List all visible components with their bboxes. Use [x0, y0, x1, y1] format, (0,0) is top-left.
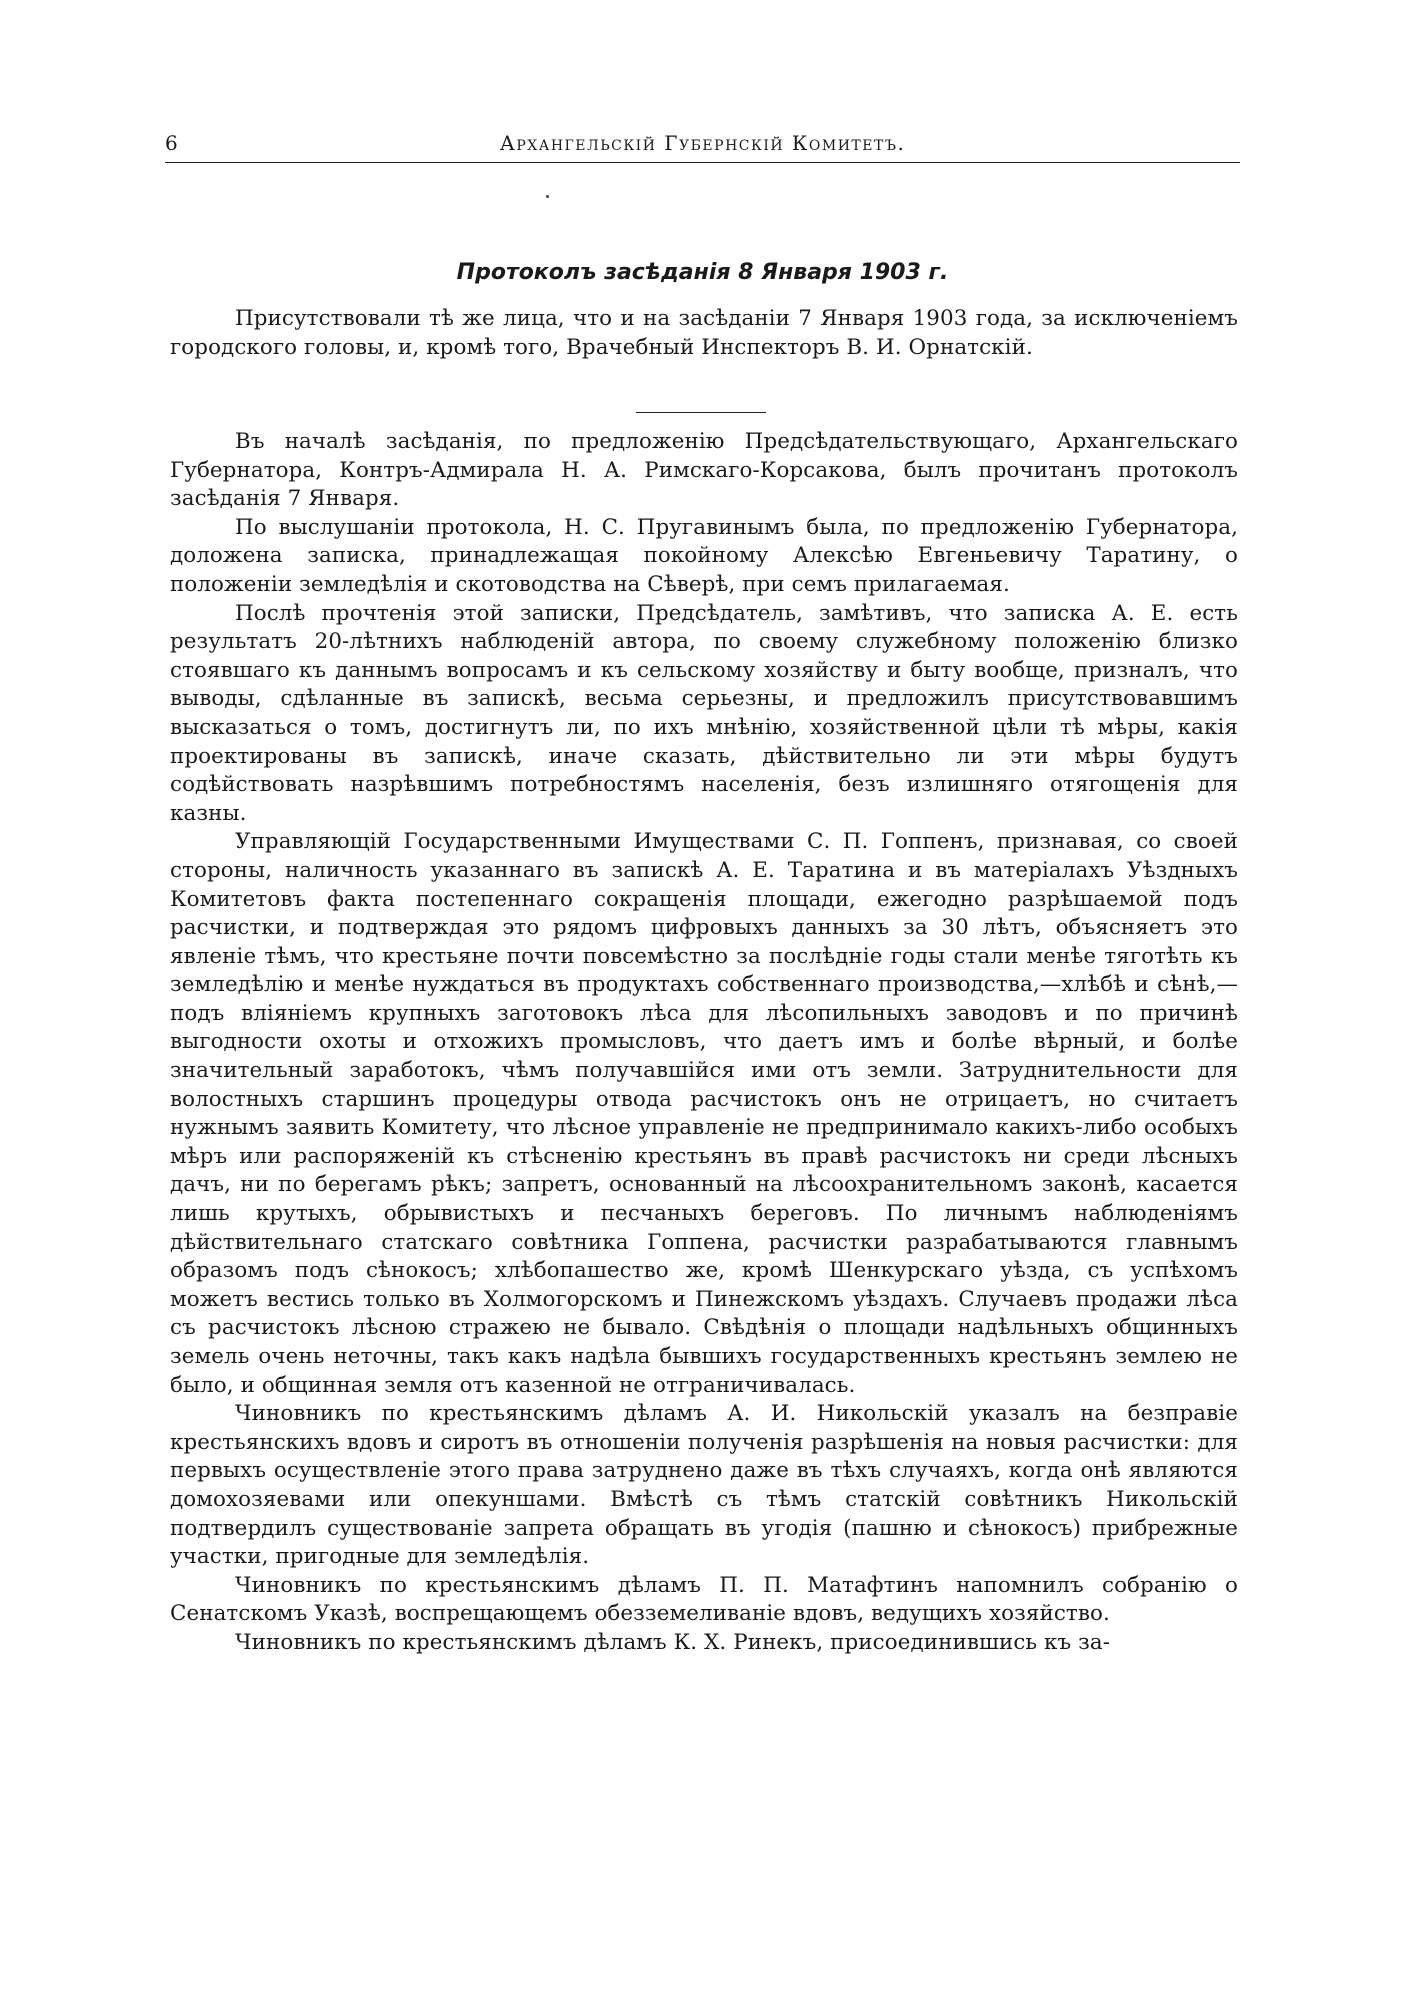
paragraph: Послѣ прочтенія этой записки, Предсѣдатель, замѣтивъ, что записка А. Е. есть результатъ 20-лѣтнихъ наблюденій автора, по своему служебному положенію близко стоявшаго къ даннымъ вопросамъ и къ сельскому хозяйству и быту вообще, призналъ, что выводы, сдѣланные въ запискѣ, весьма серьезны, и предложилъ присутствовавшимъ высказаться о томъ, достигнутъ ли, по ихъ мнѣнію, хозяйственной цѣли тѣ мѣры, какія проектированы въ запискѣ, иначе сказать, дѣйствительно ли эти мѣры будутъ содѣйствовать назрѣвшимъ потребностямъ населенія, безъ излишняго отягощенія для казны. — [170, 600, 1238, 826]
separator-rule — [636, 412, 766, 413]
paragraph: Присутствовали тѣ же лица, что и на засѣданіи 7 Января 1903 года, за исключеніемъ городского головы, и, кромѣ того, Врачебный Инспекторъ В. И. Орнатскій. — [170, 306, 1238, 360]
paragraph: По выслушаніи протокола, Н. С. Пругавинымъ была, по предложенію Губернатора, доложена записка, принадлежащая покойному Алексѣю Евгеньевичу Таратину, о положеніи земледѣлія и скотоводства на Сѣверѣ, при семъ прилагаемая. — [170, 514, 1238, 597]
paragraph: Въ началѣ засѣданія, по предложенію Предсѣдательствующаго, Архангельскаго Губернатора, Контръ-Адмирала Н. А. Римскаго-Корсакова, былъ прочитанъ протоколъ засѣданія 7 Января. — [170, 429, 1238, 512]
paragraph: Управляющій Государственными Имуществами С. П. Гоппенъ, признавая, со своей стороны, наличность указаннаго въ запискѣ А. Е. Таратина и въ матеріалахъ Уѣздныхъ Комитетовъ факта постепеннаго сокращенія площади, ежегодно разрѣшаемой подъ расчистки, и подтверждая это рядомъ цифровыхъ данныхъ за 30 лѣтъ, объясняетъ это явленіе тѣмъ, что крестьяне почти повсемѣстно за послѣдніе годы стали менѣе тяготѣть къ земледѣлію и менѣе нуждаться въ продуктахъ собственнаго производства,—хлѣбѣ и сѣнѣ,—подъ вліяніемъ крупныхъ заготовокъ лѣса для лѣсопильныхъ заводовъ и по причинѣ выгодности охоты и отхожихъ промысловъ, что даетъ имъ и болѣе вѣрный, и болѣе значительный заработокъ, чѣмъ получавшійся ими отъ земли. Затруднительности для волостныхъ старшинъ процедуры отвода расчистокъ онъ не отрицаетъ, но считаетъ нужнымъ заявить Комитету, что лѣсное управленіе не предпринимало какихъ-либо особыхъ мѣръ или распоряженій къ стѣсненію крестьянъ въ правѣ расчистокъ ни среди лѣсныхъ дачъ, ни по берегамъ рѣкъ; запретъ, основанный на лѣсоохранительномъ законѣ, касается лишь крутыхъ, обрывистыхъ и песчаныхъ береговъ. По личнымъ наблюденіямъ дѣйствительнаго статскаго совѣтника Гоппена, расчистки разрабатываются главнымъ образомъ подъ сѣнокосъ; хлѣбопашество же, кромѣ Шенкурскаго уѣзда, съ успѣхомъ можетъ вестись только въ Холмогорскомъ и Пинежскомъ уѣздахъ. Случаевъ продажи лѣса съ расчистокъ лѣсною стражею не бывало. Свѣдѣнія о площади надѣльныхъ общинныхъ земель очень неточны, такъ какъ надѣла бывшихъ государственныхъ крестьянъ землею не было, и общинная земля отъ казенной не отграничивалась. — [170, 829, 1238, 1398]
body-text — [170, 428, 1238, 1658]
page-number: 6 — [165, 131, 178, 155]
paragraph: Чиновникъ по крестьянскимъ дѣламъ К. Х. Ринекъ, присоединившись къ за- — [235, 1629, 1111, 1655]
minutes-title: Протоколъ засѣданія 8 Января 1903 г. — [456, 260, 949, 285]
paragraph: Чиновникъ по крестьянскимъ дѣламъ А. И. Никольскій указалъ на безправіе крестьянскихъ вдовъ и сиротъ въ отношеніи полученія разрѣшенія на новыя расчистки: для первыхъ осуществленіе этого права затруднено даже въ тѣхъ случаяхъ, когда онѣ являются домохозяевами или опекуншами. Вмѣстѣ съ тѣмъ статскій совѣтникъ Никольскій подтвердилъ существованіе запрета обращать въ угодія (пашню и сѣнокосъ) прибрежные участки, пригодные для земледѣлія. — [170, 1401, 1238, 1570]
attendance-block — [170, 305, 1238, 362]
running-title: Архангельскій Губернскій Комитетъ. — [499, 131, 906, 155]
print-speck — [546, 195, 549, 198]
running-header — [165, 128, 1240, 164]
header-rule — [165, 162, 1240, 163]
paragraph: Чиновникъ по крестьянскимъ дѣламъ П. П. Матафтинъ напомнилъ собранію о Сенатскомъ Указѣ, воспрещающемъ обезземеливаніе вдовъ, ведущихъ хозяйство. — [170, 1572, 1238, 1627]
